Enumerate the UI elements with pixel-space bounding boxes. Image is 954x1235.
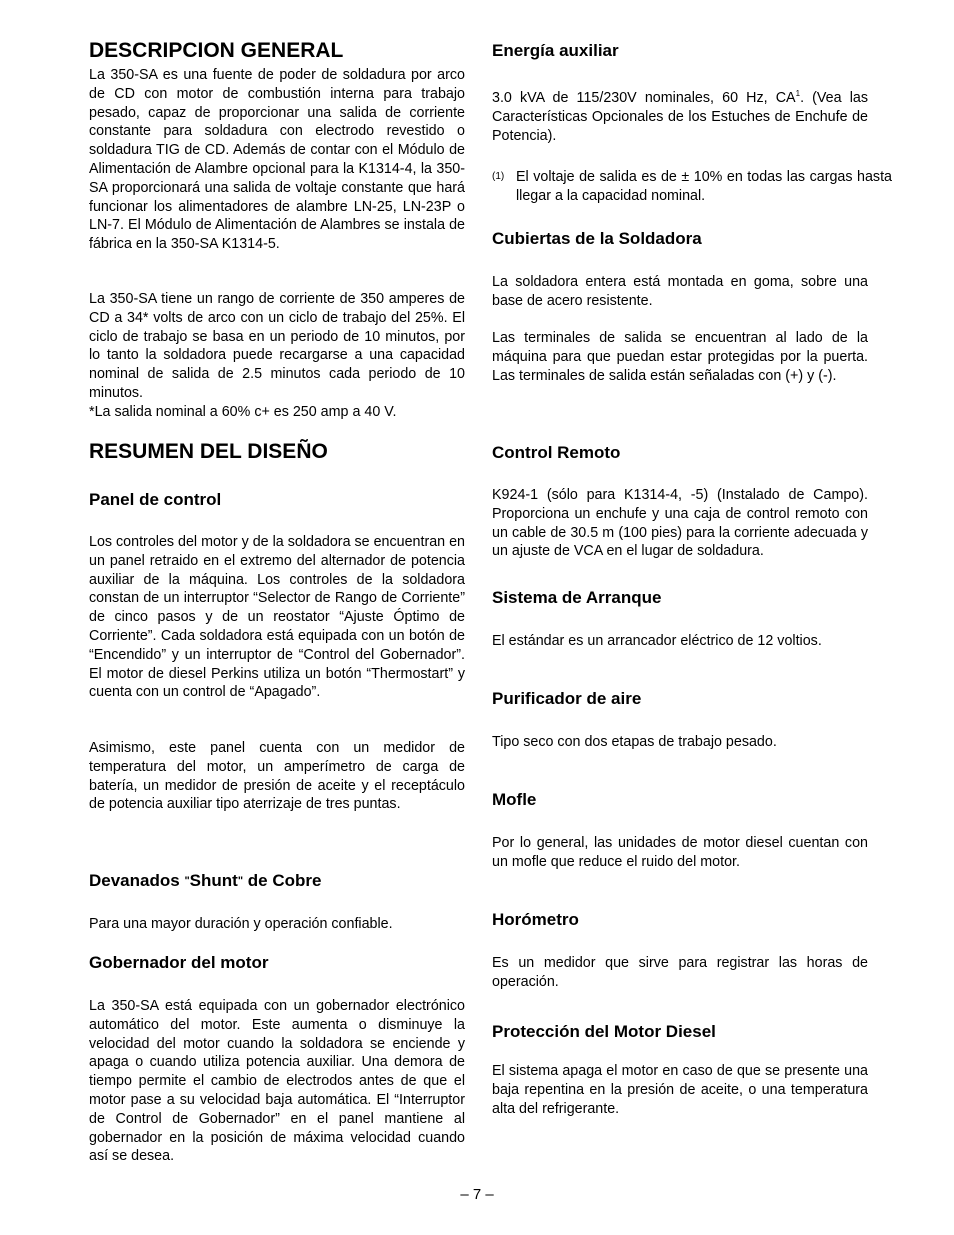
footnote-text: El voltaje de salida es de ± 10% en todas las cargas hasta llegar a la capacidad nominal.	[516, 169, 892, 204]
section-title-resumen: RESUMEN DEL DISEÑO	[89, 440, 328, 463]
hour-paragraph: Es un medidor que sirve para registrar las horas de operación.	[492, 955, 868, 990]
muffler-paragraph: Por lo general, las unidades de motor diesel cuentan con un mofle que reduce el ruido del motor.	[492, 835, 868, 870]
desc-note: *La salida nominal a 60% c+ es 250 amp a 40 V.	[89, 404, 397, 420]
heading-gobernador: Gobernador del motor	[89, 953, 269, 972]
page-number: – 7 –	[460, 1186, 494, 1203]
heading-purificador-aire: Purificador de aire	[492, 689, 642, 708]
shunt-open-quote: "	[184, 875, 190, 887]
remote-paragraph: K924-1 (sólo para K1314-4, -5) (Instalado de Campo). Proporciona un enchufe y una caja de control remoto con un cable de 30.5 m (100 pies) para la corriente adecuada y un ajuste de VCA en el lugar de soldadura.	[492, 487, 868, 560]
shunt-title-part-c: de Cobre	[243, 871, 322, 890]
heading-energia-auxiliar: Energía auxiliar	[492, 41, 619, 60]
heading-cubiertas: Cubiertas de la Soldadora	[492, 229, 702, 248]
shunt-paragraph: Para una mayor duración y operación confiable.	[89, 916, 393, 932]
covers-paragraph-1: La soldadora entera está montada en goma, sobre una base de acero resistente.	[492, 274, 868, 309]
heading-horometro: Horómetro	[492, 910, 579, 929]
panel-paragraph-2: Asimismo, este panel cuenta con un medidor de temperatura del motor, un amperímetro de carga de batería, un medidor de presión de aceite y el receptáculo de potencia auxiliar tipo aterrizaje de tres puntas.	[89, 740, 465, 813]
heading-mofle: Mofle	[492, 790, 537, 809]
desc-paragraph-2: La 350-SA tiene un rango de corriente de 350 amperes de CD a 34* volts de arco con un ciclo de trabajo del 25%. El ciclo de trabajo se basa en un periodo de 10 minutos, por lo tanto la soldadora puede recargarse a una capacidad nominal de salida de 2.5 minutos cada periodo de 10 minutos.	[89, 291, 465, 401]
shunt-title-part-b: Shunt	[189, 871, 238, 890]
prot-paragraph: El sistema apaga el motor en caso de que se presente una baja repentina en la presión de aceite, o una temperatura alta del refrigerante.	[492, 1063, 868, 1117]
aux-paragraph	[492, 89, 868, 145]
heading-control-remoto: Control Remoto	[492, 443, 621, 462]
heading-panel-control: Panel de control	[89, 490, 222, 509]
aux-text-b: . (Vea las Características Opcionales de los Estuches de Enchufe de Potencia).	[492, 90, 868, 144]
shunt-close-quote: "	[237, 875, 244, 887]
footnote-marker: (1)	[492, 171, 505, 182]
desc-paragraph-1: La 350-SA es una fuente de poder de soldadura por arco de CD con motor de combustión interna para trabajo pesado, capaz de proporcionar una salida de corriente constante para soldadura con electrodo revestido o soldadura TIG de CD. Además de contar con el Módulo de Alimentación de Alambre opcional para la K1314-4, la 350-SA proporcionará una salida de voltaje constante que hará funcionar los alimentadores de alambre LN-25, LN-23P o LN-7. El Módulo de Alimentación de Alambres se instala de fábrica en la 350-SA K1314-5.	[89, 67, 465, 253]
aux-footnote	[492, 168, 892, 206]
heading-devanados-shunt	[89, 871, 465, 891]
heading-proteccion-motor: Protección del Motor Diesel	[492, 1022, 716, 1041]
aux-text-a: 3.0 kVA de 115/230V nominales, 60 Hz, CA	[492, 90, 796, 106]
air-paragraph: Tipo seco con dos etapas de trabajo pesado.	[492, 734, 777, 750]
covers-paragraph-2: Las terminales de salida se encuentran al lado de la máquina para que puedan estar protegidas por la puerta. Las terminales de salida están señaladas con (+) y (-).	[492, 330, 868, 384]
panel-paragraph-1: Los controles del motor y de la soldadora se encuentran en un panel retraido en el extremo del alternador de potencia auxiliar de la máquina. Los controles de la soldadora constan de un interruptor “Selector de Rango de Corriente” de cinco pasos y de un reostator “Ajuste Óptimo de Corriente”. Cada soldadora está equipada con un botón de “Encendido” y un interruptor de “Control del Gobernador”. El motor de diesel Perkins utiliza un botón “Thermostart” y cuenta con un control de “Apagado”.	[89, 534, 465, 701]
heading-sistema-arranque: Sistema de Arranque	[492, 588, 662, 607]
footnote-ref-1: 1	[795, 89, 801, 99]
section-title-descripcion: DESCRIPCION GENERAL	[89, 39, 344, 62]
shunt-title-part-a: Devanados	[89, 871, 185, 890]
start-paragraph: El estándar es un arrancador eléctrico de 12 voltios.	[492, 633, 822, 649]
gov-paragraph: La 350-SA está equipada con un gobernador electrónico automático del motor. Este aumenta o disminuye la velocidad del motor cuando la soldadora se enciende y apaga o cuando utiliza potencia auxiliar. Una demora de tiempo permite el cambio de electrodos antes de que el motor pase a su velocidad baja automática. El “Interruptor de Control de Gobernador” en el panel mantiene al gobernador en la posición de máxima velocidad cuando así se desea.	[89, 998, 465, 1165]
right-column	[492, 0, 892, 1117]
